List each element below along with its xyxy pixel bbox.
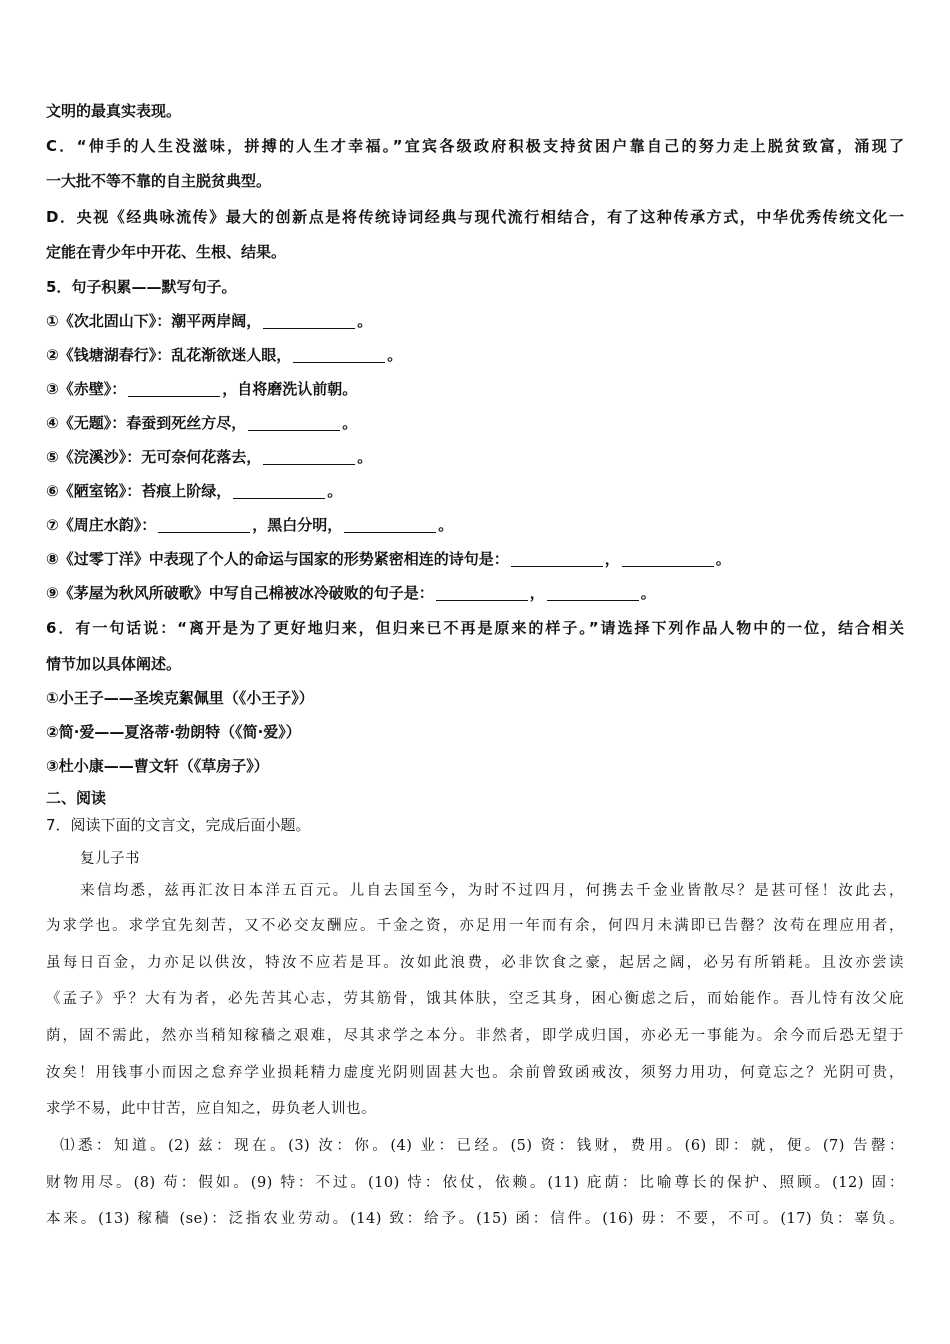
q5-item-2-prompt: ②《钱塘湖春行》：乱花渐欲迷人眼， bbox=[46, 346, 292, 364]
q5-item-2 bbox=[46, 345, 904, 365]
q5-item-6-prompt: ⑥《陋室铭》：苔痕上阶绿， bbox=[46, 482, 232, 500]
q5-item-2-end: 。 bbox=[387, 346, 403, 364]
essay-title: 复儿子书 bbox=[80, 851, 140, 867]
answer-blank[interactable] bbox=[248, 415, 340, 431]
q4-option-b-tail: 文明的最真实表现。 bbox=[46, 102, 182, 120]
q5-item-4 bbox=[46, 413, 904, 433]
q5-item-9-middle: ， bbox=[529, 584, 545, 602]
q5-item-7-middle: ，黑白分明， bbox=[252, 516, 343, 534]
q6-option-2: ②简·爱——夏洛蒂·勃朗特（《简·爱》） bbox=[46, 723, 301, 741]
answer-blank[interactable] bbox=[293, 347, 385, 363]
q5-item-7-prompt: ⑦《周庄水韵》： bbox=[46, 516, 157, 534]
annotation-line: ⑴悉：知道。(2) 兹：现在。(3) 汝：你。(4) 业：已经。(5) 资：钱财，费用。(6) 即：就，便。(7) 告罄： bbox=[60, 1138, 904, 1154]
answer-blank[interactable] bbox=[344, 517, 436, 533]
q5-item-1 bbox=[46, 311, 904, 331]
q5-item-5-prompt: ⑤《浣溪沙》：无可奈何花落去， bbox=[46, 448, 262, 466]
q5-item-6-end: 。 bbox=[327, 482, 343, 500]
q5-title: 5．句子积累——默写句子。 bbox=[46, 278, 237, 296]
q5-item-8-end: 。 bbox=[715, 550, 731, 568]
q5-item-3-prompt: ③《赤壁》： bbox=[46, 380, 127, 398]
q6-line1: 6．有一句话说：“离开是为了更好地归来，但归来已不再是原来的样子。”请选择下列作品人物中的一位，结合相关 bbox=[46, 619, 904, 637]
q5-item-7-end: 。 bbox=[438, 516, 454, 534]
annotation-line: 财物用尽。(8) 苟：假如。(9) 特：不过。(10) 恃：依仗，依赖。(11) 庇荫：比喻尊长的保护、照顾。(12) 固： bbox=[46, 1175, 904, 1191]
q5-item-1-end: 。 bbox=[357, 312, 373, 330]
q4-option-c-line2: 一大批不等不靠的自主脱贫典型。 bbox=[46, 172, 272, 190]
essay-paragraph-line: 求学不易，此中甘苦，应自知之，毋负老人训也。 bbox=[46, 1101, 376, 1117]
q5-item-8-prompt: ⑧《过零丁洋》中表现了个人的命运与国家的形势紧密相连的诗句是： bbox=[46, 550, 509, 568]
q5-item-5-end: 。 bbox=[357, 448, 373, 466]
essay-paragraph-line: 虽每日百金，力亦足以供汝，特汝不应若是耳。汝如此浪费，必非饮食之豪，起居之阔，必另有所销耗。且汝亦尝读 bbox=[46, 955, 904, 971]
q6-line2: 情节加以具体阐述。 bbox=[46, 655, 182, 673]
q5-item-8 bbox=[46, 549, 904, 569]
essay-paragraph-line: 来信均悉，兹再汇汝日本洋五百元。儿自去国至今，为时不过四月，何携去千金业皆散尽？是甚可怪！汝此去， bbox=[80, 883, 904, 899]
q5-item-9 bbox=[46, 583, 904, 603]
answer-blank[interactable] bbox=[622, 551, 714, 567]
answer-blank[interactable] bbox=[128, 381, 220, 397]
q5-item-5 bbox=[46, 447, 904, 467]
answer-blank[interactable] bbox=[263, 449, 355, 465]
answer-blank[interactable] bbox=[233, 483, 325, 499]
q4-option-c-line1: C．“伸手的人生没滋味，拼搏的人生才幸福。”宜宾各级政府积极支持贫困户靠自己的努力走上脱贫致富，涌现了 bbox=[46, 137, 904, 155]
q5-item-3 bbox=[46, 379, 904, 399]
q5-item-9-prompt: ⑨《茅屋为秋风所破歌》中写自己棉被冰冷破败的句子是： bbox=[46, 584, 434, 602]
essay-paragraph-line: 汝矣！用钱事小而因之怠弃学业损耗精力虚度光阴则固甚大也。余前曾致函戒汝，须努力用功，何竟忘之？光阴可贵， bbox=[46, 1065, 904, 1081]
q4-option-d-line1: D．央视《经典咏流传》最大的创新点是将传统诗词经典与现代流行相结合，有了这种传承方式，中华优秀传统文化一 bbox=[46, 208, 904, 226]
essay-paragraph-line: 为求学也。求学宜先刻苦，又不必交友酬应。千金之资，亦足用一年而有余，何四月未满即已告罄？汝苟在理应用者， bbox=[46, 918, 904, 934]
essay-paragraph-line: 荫，固不需此，然亦当稍知稼穑之艰难，尽其求学之本分。非然者，即学成归国，亦必无一事能为。余今而后恐无望于 bbox=[46, 1028, 904, 1044]
answer-blank[interactable] bbox=[436, 585, 528, 601]
q5-item-9-end: 。 bbox=[640, 584, 656, 602]
q5-item-6 bbox=[46, 481, 904, 501]
essay-paragraph-line: 《孟子》乎？大有为者，必先苦其心志，劳其筋骨，饿其体肤，空乏其身，困心衡虑之后，而始能作。吾儿恃有汝父庇 bbox=[46, 991, 904, 1007]
answer-blank[interactable] bbox=[158, 517, 250, 533]
annotation-line: 本来。(13) 稼穑 (se)：泛指农业劳动。(14) 致：给予。(15) 函：信件。(16) 毋：不要，不可。(17) 负：辜负。 bbox=[46, 1211, 904, 1227]
answer-blank[interactable] bbox=[263, 313, 355, 329]
q5-item-7 bbox=[46, 515, 904, 535]
section-title-reading: 二、阅读 bbox=[46, 789, 107, 807]
q5-item-1-prompt: ①《次北固山下》：潮平两岸阔， bbox=[46, 312, 262, 330]
answer-blank[interactable] bbox=[511, 551, 603, 567]
q6-option-1: ①小王子——圣埃克絮佩里（《小王子》） bbox=[46, 689, 314, 707]
q5-item-8-middle: ， bbox=[604, 550, 620, 568]
q5-item-4-end: 。 bbox=[342, 414, 358, 432]
q7-intro: 7．阅读下面的文言文，完成后面小题。 bbox=[46, 816, 311, 834]
q4-option-d-line2: 定能在青少年中开花、生根、结果。 bbox=[46, 243, 287, 261]
answer-blank[interactable] bbox=[547, 585, 639, 601]
q5-item-3-end: ，自将磨洗认前朝。 bbox=[222, 380, 358, 398]
q5-item-4-prompt: ④《无题》：春蚕到死丝方尽， bbox=[46, 414, 247, 432]
q6-option-3: ③杜小康——曹文轩（《草房子》） bbox=[46, 757, 269, 775]
